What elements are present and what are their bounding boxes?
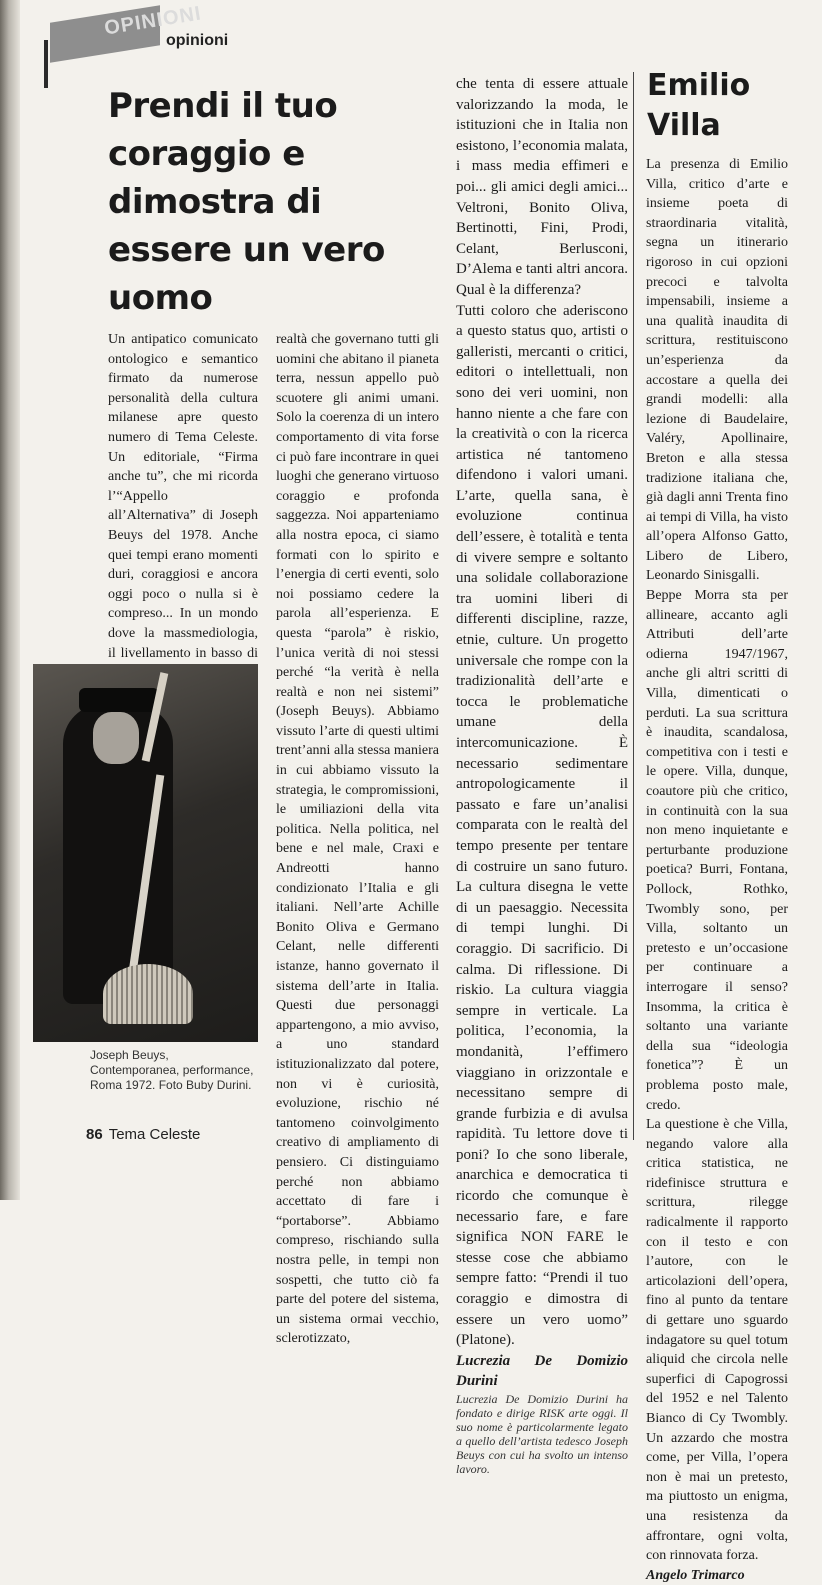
article-text: realtà che governano tutti gli uomini che abitano il pianeta terra, nessun appello può scuotere gli animi umani. Solo la coerenza di un intero comportamento di vita forse ci può fare incontrare in quei luoghi che generano virtuoso coraggio e profonda saggezza. Noi apparteniamo alla nostra epoca, ci siamo formati con lo spirito e l’energia di certi eventi, solo noi possiamo cedere la parola all’esperienza. E questa “parola” è riskio, l’unica verità di noi stessi perché “la verità è nella realtà e non nei sistemi” (Joseph Beuys). Abbiamo vissuto l’arte di questi ultimi trent’anni alla stessa maniera in cui abbiamo vissuto la strategia, le compromissioni, le umiliazioni della vita politica. Nella politica, nel bene e nel male, Craxi e Andreotti hanno condizionato l’Italia e gli italiani. Nell’arte Achille Bonito Oliva e Germano Celant, nelle differenti istanze, hanno governato il sistema dell’arte in Italia. Questi due personaggi appartengono, a mio avviso, a uno standard istituzionalizzato dal potere, non vi è curiosità, evoluzione, rischio né tantomeno coinvolgimento creativo di ampliamento di pensiero. Ci distinguiamo perché non abbiamo accettato di fare i “portaborse”. Abbiamo compreso, rischiando sulla nostra pelle, in tempi non sospetti, che tutto ciò fa parte del potere del sistema, un sistema ormai vecchio, sclerotizzato, bbox=[276, 332, 439, 1347]
photo-broom-icon bbox=[103, 964, 193, 1024]
sidebar-text: La questione è che Villa, negando valore alla critica statistica, ne ridefinisce struttura e scrittura, rilegge radicalmente il rapporto con il testo e con l’autore, con le articolazioni dell’opera, fino al punto da tentare di gettare uno sguardo indagatore su quel totum aliquid che circola nelle superfici di Capogrossi del 1952 e nel Talento Bianco di Cy Twombly. Un azzardo che mostra come, per Villa, l’opera non è mai un pretesto, ma piuttosto un enigma, una resistenza da affrontare, ogni volta, con rinnovata forza. bbox=[646, 1117, 788, 1564]
article-title: Prendi il tuo coraggio e dimostra di essere un vero uomo bbox=[108, 86, 385, 318]
photo-caption: Joseph Beuys, Contemporanea, performance, Roma 1972. Foto Buby Durini. bbox=[90, 1048, 254, 1092]
article-text: Tutti coloro che aderiscono a questo status quo, artisti o galleristi, mercanti o critici, editori o intellettuali, non sono dei veri uomini, non hanno niente a che fare con la creatività o con la ricerca artistica né tantomeno difendono i valori umani. L’arte, quella sana, è evoluzione continua dell’essere, è totalità e tenta di vivere sempre e soltanto una solidale collaborazione tra uomini liberi di differenti discipline, razze, etnie, culture. Un progetto universale che rompe con la tradizionalità dell’arte e tocca le problematiche umane della intercomunicazione. È necessario sedimentare antropologicamente il passato e fare un’analisi comparata con le realtà del tempo presente per tentare di costruire un sano futuro. La cultura disegna le vette di un paesaggio. Necessita di tempi lunghi. Di coraggio. Di sacrificio. Di calma. Di riflessione. Di riskio. La cultura viaggia sempre in verticale. La politica, l’economia, la mondanità, l’effimero viaggiano in orizzontale e necessitano sempre di grande furbizia e di avulsa rapidità. Tu lettore dove ti poni? Io che sono liberale, anarchica e democratica ti ricordo che comunque è necessario fare, e fare significa NON FARE le stesse cose che abbiamo sempre fatto: “Prendi il tuo coraggio e dimostra di essere un vero uomo” (Platone). bbox=[456, 302, 628, 1349]
sidebar-title: Emilio Villa bbox=[647, 68, 751, 143]
article-author: Lucrezia De Domizio Durini bbox=[456, 1352, 628, 1390]
sidebar-text: Beppe Morra sta per allineare, accanto agli Attributi dell’arte odierna 1947/1967, anche gli altri scritti di Villa, dimenticati o perduti. La sua scrittura è inaudita, scandalosa, competitiva con i testi e le opere. Villa, dunque, coautore più che critico, in continuità con la sua non meno inquietante e perturbante produzione poetica? Burri, Fontana, Pollock, Rothko, Twombly sono, per Villa, soltanto un pretesto e un’occasione per continuare a interrogare il senso? Insomma, la critica è soltanto una variante della sua “ideologia fonetica”? È un problema posto male, credo. bbox=[646, 588, 788, 1113]
article-column-2 bbox=[276, 330, 439, 1349]
sidebar-text: La presenza di Emilio Villa, critico d’arte e insieme poeta di straordinaria vitalità, segna un itinerario rigoroso in cui opzioni precoci e talvolta impensabili, insieme a una qualità inaudita di scrittura, restituiscono un’esperienza da accostare a quella dei grandi modelli: alla lezione di Baudelaire, Valéry, Apollinaire, Breton e alla stessa tradizione italiana che, già dagli anni Trenta fino ai tempi di Villa, ha visto all’opera Alfonso Gatto, Libero de Libero, Leonardo Sinisgalli. bbox=[646, 157, 788, 584]
article-text: Un antipatico comunicato ontologico e semantico firmato da numerose personalità della cultura milanese apre questo numero di Tema Celeste. Un editoriale, “Firma anche tu”, che mi ricorda l’“Appello all’Alternativa” di Joseph Beuys del 1978. Anche quei tempi erano momenti duri, coraggiosi e ancora oggi poco o nulla si è compreso... In un mondo dove la massmediologia, il livellamento in basso di bbox=[108, 332, 258, 661]
section-bar bbox=[44, 40, 48, 88]
article-column-3 bbox=[456, 74, 628, 1476]
page-binding-shadow bbox=[0, 0, 20, 1200]
column-divider bbox=[633, 72, 634, 1140]
sidebar-author: Angelo Trimarco bbox=[646, 1567, 745, 1583]
section-label: opinioni bbox=[166, 32, 229, 49]
photo-face bbox=[93, 712, 139, 764]
page-footer bbox=[86, 1126, 200, 1143]
section-watermark: OPINIONI bbox=[102, 2, 204, 40]
article-author-bio: Lucrezia De Domizio Durini ha fondato e dirige RISK arte oggi. Il suo nome è particolarmente legato a quello dell’artista tedesco Joseph Beuys con cui ha svolto un intenso lavoro. bbox=[456, 1392, 628, 1476]
photo-hat bbox=[79, 688, 159, 712]
article-photo bbox=[33, 664, 258, 1042]
article-text: che tenta di essere attuale valorizzando la moda, le istituzioni che in Italia non esistono, l’economia malata, i mass media effimeri e poi... gli amici degli amici... Veltroni, Bonito Oliva, Bertinotti, Fini, Prodi, Celant, Berlusconi, D’Alema e tanti altri ancora. Qual è la differenza? bbox=[456, 76, 629, 298]
magazine-name: Tema Celeste bbox=[108, 1126, 201, 1143]
sidebar-column bbox=[646, 155, 788, 1585]
page-number: 86 bbox=[86, 1126, 103, 1143]
